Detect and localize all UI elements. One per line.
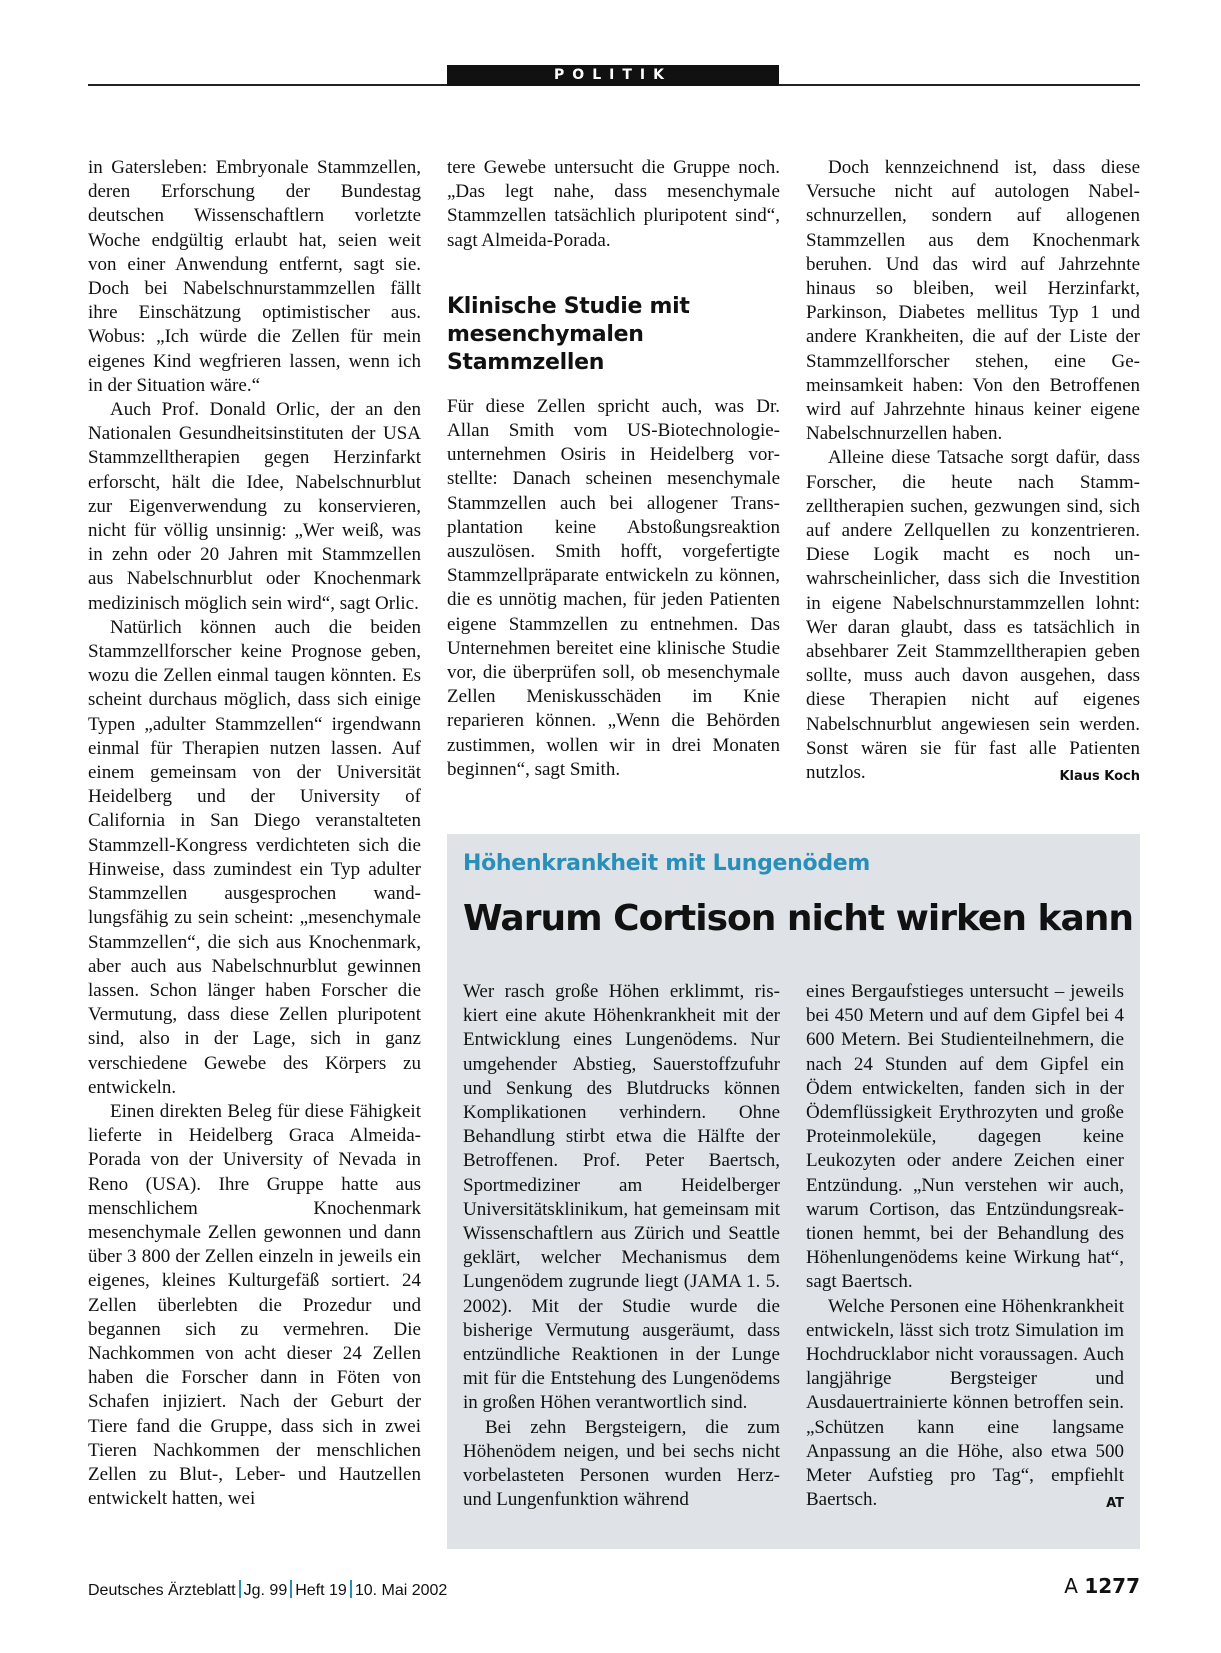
article-author: Klaus Koch [1059, 769, 1140, 785]
volume: Jg. 99 [243, 1582, 288, 1599]
paragraph: Natürlich können auch die beiden Stammzellforscher keine Prognose geben, wozu die Zellen einmal taugen könnten. Es scheint durchaus möglich, dass sich einige Typen „adulter Stammzellen“ irgendwann einmal für Therapien nutzen lassen. Auf einem gemeinsam von der Universität Heidelberg und der University of California in San Diego veranstalteten Stammzell-Kongress verdichteten sich die Hinweise, dass zumindest ein Typ adulter Stammzellen ausgesprochen wandlungsfähig zu sein scheint: „mesenchymale Stammzellen“, die sich aus Knochenmark, aber auch aus Nabelschnurblut gewinnen lassen. Schon länger haben Forscher die Vermutung, dass diese Zellen pluripotent sind, also in der Lage, sich in ganz verschiedene Gewebe des Körpers zu entwickeln. [88, 616, 421, 1098]
paragraph: Auch Prof. Donald Orlic, der an den Nationalen Gesundheitsinstituten der USA Stammzelltherapien gegen Herzinfarkt erforscht, hält die Idee, Nabelschnurblut zur Eigenverwendung zu konservieren, nicht für völlig unsinnig: „Wer weiß, was in zehn oder 20 Jahren mit Stammzellen aus Nabelschnurblut oder Knochenmark medizinisch möglich sein wird“, sagt Orlic. [88, 399, 421, 614]
box-author: AT [1106, 1496, 1124, 1512]
separator [350, 1580, 352, 1598]
separator [239, 1580, 241, 1598]
paragraph-text: Welche Personen eine Höhenkrankheit entwickeln, lässt sich trotz Simulation im Hochdrucklabor nicht voraussagen. Auch langjährige Bergsteiger und Ausdauertrainierte können betroffen sein. „Schützen kann eine langsame Anpassung an die Höhe, also etwa 500 Meter Aufstieg pro Tag“, empfiehlt Baertsch. [806, 1295, 1124, 1511]
article-column-2 [447, 156, 780, 782]
subheading: Klinische Studie mit mesenchymalen Stammzellen [447, 293, 690, 375]
paragraph: Einen direkten Beleg für diese Fähigkeit lieferte in Heidelberg Graca Almeida-Porada von der University of Nevada in Reno (USA). Ihre Gruppe hatte aus menschlichem Knochenmark mesenchymale Zellen gewonnen und dann über 3 800 der Zellen einzeln in jeweils ein eigenes, kleines Kulturgefäß sortiert. 24 Zellen überlebten die Prozedur und begannen sich zu vermehren. Die Nachkommen von acht dieser 24 Zellen haben die Forscher dann in Föten von Schafen injiziert. Nach der Geburt der Tiere fand die Gruppe, dass sich in zwei Tieren Nachkommen der menschlichen Zellen zu Blut-, Leber- und Hautzellen entwickelt hatten, wei [88, 1100, 421, 1510]
paragraph: tere Gewebe untersucht die Gruppe noch. „Das legt nahe, dass mesenchymale Stammzellen tatsächlich pluripotent sind“, sagt Almeida-Porada. [447, 157, 780, 251]
page-prefix: A [1064, 1574, 1078, 1598]
box-title: Warum Cortison nicht wirken kann [463, 898, 1133, 939]
issue: Heft 19 [295, 1582, 347, 1599]
paragraph: Bei zehn Bergsteigern, die zum Höhenödem neigen, und bei sechs nicht vorbelasteten Personen wurden Herz- und Lungenfunktion während [463, 1416, 780, 1511]
box-kicker: Höhenkrankheit mit Lungenödem [463, 851, 871, 876]
box-column-2 [806, 980, 1124, 1516]
page-number [1064, 1574, 1140, 1598]
article-column-3 [806, 156, 1140, 789]
paragraph: eines Bergaufstieges untersucht – jeweils bei 450 Metern und auf dem Gipfel bei 4 600 Metern. Bei Studienteilnehmern, die nach 24 Stunden auf dem Gipfel ein Ödem entwickelten, fanden sich in der Ödemflüssigkeit Erythrozyten und große Proteinmoleküle, dagegen keine Leukozyten oder andere Zeichen einer Entzündung. „Nun verstehen wir auch, warum Cortison, das Entzündungsreaktionen hemmt, bei der Behandlung des Höhenlungenödems keine Wirkung hat“, sagt Baertsch. [806, 981, 1124, 1293]
issue-date: 10. Mai 2002 [354, 1582, 448, 1599]
paragraph: Für diese Zellen spricht auch, was Dr. Allan Smith vom US-Biotechnologieunternehmen Osiris in Heidelberg vorstellte: Danach scheinen mesenchymale Stammzellen auch bei allogener Transplantation keine Abstoßungsreaktion auszulösen. Smith hofft, vorgefertigte Stammzellpräparate entwickeln zu können, die es unnötig machen, für jeden Patienten eigene Stammzellen zu entnehmen. Das Unternehmen bereitet eine klinische Studie vor, die überprüfen soll, ob mesenchymale Zellen Meniskusschäden im Knie reparieren können. „Wenn die Behörden zustimmen, wollen wir in drei Monaten beginnen“, sagt Smith. [447, 395, 780, 780]
section-label: POLITIK [447, 65, 779, 86]
paragraph: in Gatersleben: Embryonale Stammzellen, deren Erforschung der Bundestag deutschen Wissenschaftlern vorletzte Woche endgültig erlaubt hat, seien weit von einer Anwendung entfernt, sagt sie. Doch bei Nabelschnurstammzellen fällt ihre Einschätzung optimistischer aus. Wobus: „Ich würde die Zellen für mein eigenes Kind wegfrieren lassen, wenn ich in der Situation wäre.“ [88, 157, 421, 396]
box-column-1 [463, 980, 780, 1512]
page-number-value: 1277 [1084, 1574, 1140, 1598]
footer [88, 1580, 447, 1600]
paragraph: Doch kennzeichnend ist, dass diese Versuche nicht auf autologen Nabelschnurzellen, sondern auf allogenen Stammzellen aus dem Knochenmark beruhen. Und das wird auf Jahrzehnte hinaus so bleiben, weil Herzinfarkt, Parkinson, Diabetes mellitus Typ 1 und andere Krankheiten, die auf der Liste der Stammzellforscher stehen, eine Gemeinsamkeit haben: Von den Betroffenen wird auf Jahrzehnte hinaus keiner eigene Nabelschnurzellen haben. [806, 157, 1140, 445]
article-column-1 [88, 156, 421, 1511]
separator [290, 1580, 292, 1598]
paragraph: Wer rasch große Höhen erklimmt, riskiert eine akute Höhenkrankheit mit der Entwicklung eines Lungenödems. Nur umgehender Abstieg, Sauerstoffzufuhr und Senkung des Blutdrucks können Komplikationen verhindern. Ohne Behandlung stirbt etwa die Hälfte der Betroffenen. Prof. Peter Baertsch, Sportmediziner am Heidelberger Universitätsklinikum, hat gemeinsam mit Wissenschaftlern aus Zürich und Seattle geklärt, welcher Mechanismus dem Lungenödem zugrunde liegt (JAMA 1. 5. 2002). Mit der Studie wurde die bisherige Vermutung ausgeräumt, dass entzündliche Reaktionen in der Lunge mit für die Entstehung des Lungenödems in großen Höhen verantwortlich sind. [463, 981, 780, 1414]
paragraph-text: Alleine diese Tatsache sorgt dafür, dass Forscher, die heute nach Stammzelltherapien suchen, gezwungen sind, sich auf andere Zellquellen zu konzentrieren. Diese Logik macht es noch unwahrscheinlicher, dass sich die Investition in eigene Nabelschnurstammzellen lohnt: Wer daran glaubt, dass es tatsächlich in absehbarer Zeit Stammzelltherapien geben sollte, muss auch davon ausgehen, dass diese Therapien nicht auf eigenes Nabelschnurblut angewiesen sein werden. Sonst wären sie für fast alle Patienten nutzlos. [806, 447, 1140, 784]
paragraph [806, 446, 1140, 785]
paragraph [806, 1295, 1124, 1513]
publication-name: Deutsches Ärzteblatt [88, 1582, 236, 1599]
